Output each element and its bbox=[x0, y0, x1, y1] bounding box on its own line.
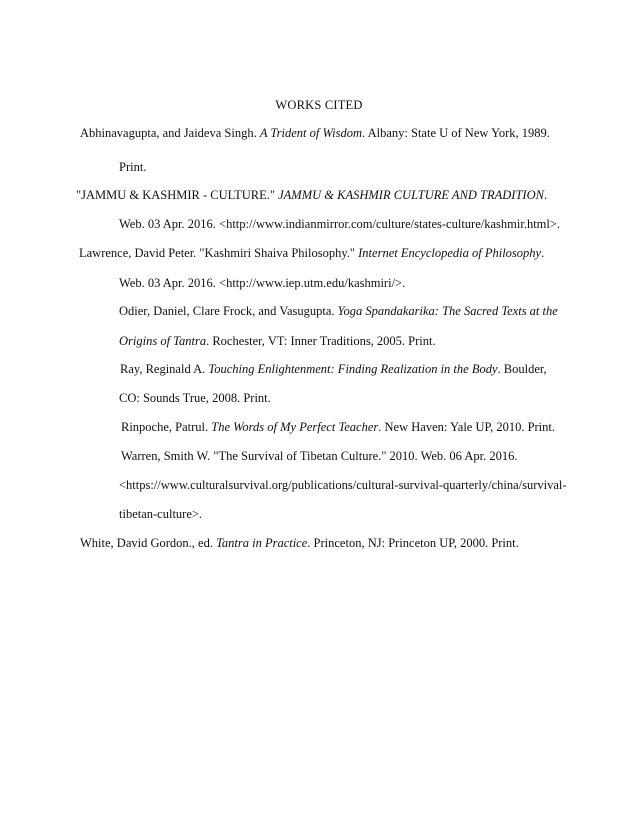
citation-url: <https://www.culturalsurvival.org/publications/cultural-survival-quarterly/china/survival- bbox=[119, 478, 567, 492]
citation-text: . bbox=[543, 188, 548, 202]
citation-line bbox=[80, 535, 519, 551]
citation-text: . bbox=[541, 246, 545, 260]
citation-text: "JAMMU & KASHMIR - CULTURE." bbox=[76, 188, 279, 202]
citation-line bbox=[119, 216, 560, 232]
citation-line bbox=[119, 275, 405, 291]
citation-title: Touching Enlightenment: Finding Realization in the Body bbox=[208, 362, 498, 376]
citation-title: JAMMU & KASHMIR CULTURE AND TRADITION bbox=[278, 188, 544, 202]
citation-line bbox=[119, 159, 146, 175]
citation-text: Web. 03 Apr. 2016. <http://www.indianmirror.com/culture/states-culture/kashmir.html>. bbox=[119, 217, 561, 231]
citation-title: Tantra in Practice bbox=[216, 536, 308, 550]
citation-line bbox=[119, 333, 436, 349]
citation-line bbox=[119, 303, 558, 319]
citation-text: Web. 03 Apr. 2016. <http://www.iep.utm.edu/kashmiri/>. bbox=[119, 276, 406, 290]
citation-text: Ray, Reginald A. bbox=[120, 362, 209, 376]
citation-line bbox=[79, 245, 544, 261]
citation-text: White, David Gordon., ed. bbox=[80, 536, 217, 550]
citation-url: tibetan-culture>. bbox=[119, 507, 203, 521]
citation-title: A Trident of Wisdom bbox=[259, 126, 363, 140]
citation-text: Rinpoche, Patrul. bbox=[121, 420, 212, 434]
citation-title: Internet Encyclopedia of Philosophy bbox=[358, 246, 542, 260]
citation-title: The Words of My Perfect Teacher bbox=[211, 420, 379, 434]
citation-line bbox=[119, 390, 271, 406]
citation-text: Odier, Daniel, Clare Frock, and Vasugupta. bbox=[119, 304, 338, 318]
citation-title: Origins of Tantra bbox=[119, 334, 207, 348]
citation-line bbox=[119, 477, 567, 493]
citation-text: . Rochester, VT: Inner Traditions, 2005. Print. bbox=[206, 334, 436, 348]
citation-text: . Princeton, NJ: Princeton UP, 2000. Print. bbox=[307, 536, 519, 550]
citation-text: CO: Sounds True, 2008. Print. bbox=[119, 391, 271, 405]
citation-line bbox=[121, 419, 555, 435]
citation-line bbox=[119, 506, 202, 522]
page-title: WORKS CITED bbox=[275, 98, 363, 112]
citation-line bbox=[120, 361, 547, 377]
citation-line bbox=[76, 187, 547, 203]
citation-line bbox=[121, 448, 517, 464]
citation-text: Warren, Smith W. "The Survival of Tibetan Culture." 2010. Web. 06 Apr. 2016. bbox=[121, 449, 518, 463]
citation-text: Abhinavagupta, and Jaideva Singh. bbox=[80, 126, 260, 140]
citation-line bbox=[80, 125, 550, 141]
citation-text: Lawrence, David Peter. "Kashmiri Shaiva Philosophy." bbox=[79, 246, 359, 260]
citation-text: . New Haven: Yale UP, 2010. Print. bbox=[378, 420, 555, 434]
citation-text: . Boulder, bbox=[497, 362, 547, 376]
citation-title: Yoga Spandakarika: The Sacred Texts at the bbox=[337, 304, 558, 318]
citation-text: Print. bbox=[119, 160, 147, 174]
citation-text: . Albany: State U of New York, 1989. bbox=[362, 126, 550, 140]
